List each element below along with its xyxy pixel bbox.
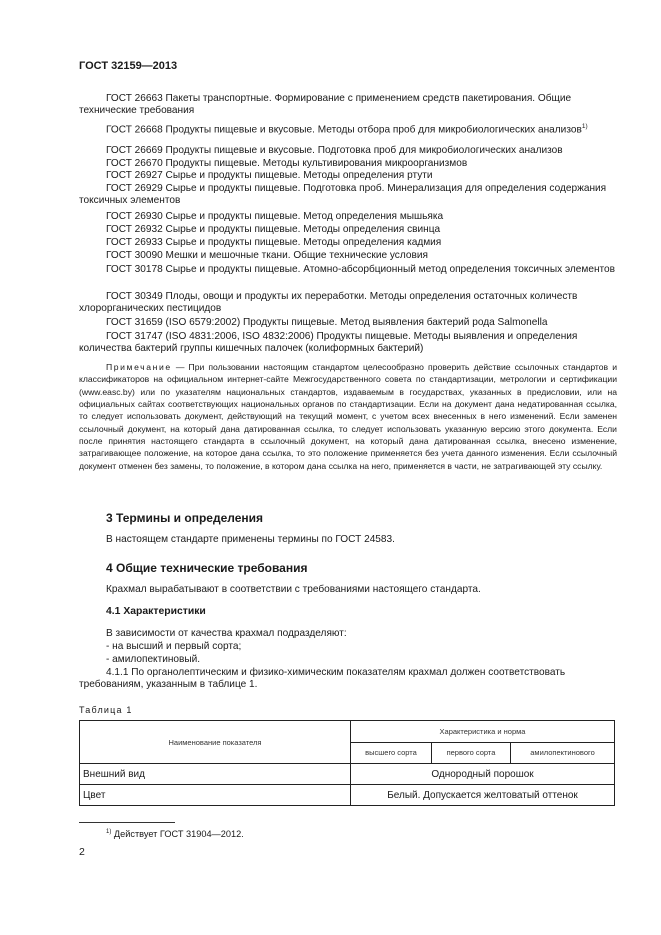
- document-code-header: ГОСТ 32159—2013: [79, 60, 178, 72]
- note-label: Примечание: [106, 362, 172, 372]
- row-appearance-name: Внешний вид: [80, 764, 351, 785]
- reference-gost-26668: [79, 121, 617, 136]
- reference-gost-26668-text: ГОСТ 26668 Продукты пищевые и вкусовые. Методы отбора проб для микробиологических анализов: [106, 124, 582, 136]
- row-color-name: Цвет: [80, 785, 351, 806]
- reference-gost-26670: ГОСТ 26670 Продукты пищевые. Методы культивирования микроорганизмов: [106, 158, 468, 169]
- reference-gost-30349: ГОСТ 30349 Плоды, овощи и продукты их переработки. Методы определения остаточных количеств хлорорганических пестицидов: [79, 291, 578, 314]
- reference-gost-30090: ГОСТ 30090 Мешки и мешочные ткани. Общие технические условия: [106, 250, 428, 261]
- reference-gost-26933: ГОСТ 26933 Сырье и продукты пищевые. Методы определения кадмия: [106, 237, 442, 248]
- header-first-grade: первого сорта: [432, 742, 511, 764]
- reference-gost-26663: ГОСТ 26663 Пакеты транспортные. Формирование с применением средств пакетирования. Общие технические требования: [79, 93, 572, 116]
- subsection-4-1-title: 4.1 Характеристики: [106, 606, 206, 617]
- header-indicator-name: Наименование показателя: [80, 721, 351, 764]
- reference-gost-26669: ГОСТ 26669 Продукты пищевые и вкусовые. Подготовка проб для микробиологических анализов: [106, 145, 563, 156]
- grade-intro: В зависимости от качества крахмал подразделяют:: [106, 628, 347, 639]
- section-4-text: Крахмал вырабатывают в соответствии с требованиями настоящего стандарта.: [106, 584, 481, 595]
- note-dash: —: [175, 362, 185, 372]
- footnote: [106, 829, 244, 839]
- table-header-row: [80, 721, 615, 743]
- row-appearance-value: Однородный порошок: [351, 764, 615, 785]
- reference-gost-31747: ГОСТ 31747 (ISO 4831:2006, ISO 4832:2006) Продукты пищевые. Методы выявления и определения количества бактерий группы кишечных палочек (колиформных бактерий): [79, 331, 578, 354]
- footnote-divider: [79, 822, 175, 823]
- footnote-mark: 1): [106, 829, 112, 835]
- reference-gost-31659: ГОСТ 31659 (ISO 6579:2002) Продукты пищевые. Метод выявления бактерий рода Salmonella: [106, 317, 548, 328]
- note-paragraph: [79, 361, 617, 472]
- reference-gost-26932: ГОСТ 26932 Сырье и продукты пищевые. Методы определения свинца: [106, 224, 441, 235]
- footnote-marker: 1): [581, 123, 588, 130]
- table-row: [80, 785, 615, 806]
- row-color-value: Белый. Допускается желтоватый оттенок: [351, 785, 615, 806]
- table-row: [80, 764, 615, 785]
- grade-item-2: - амилопектиновый.: [106, 654, 201, 665]
- page-number: 2: [79, 846, 85, 858]
- section-3-title: 3 Термины и определения: [106, 511, 264, 525]
- reference-gost-30178: ГОСТ 30178 Сырье и продукты пищевые. Атомно-абсорбционный метод определения токсичных элементов: [106, 264, 616, 275]
- section-3-text: В настоящем стандарте применены термины по ГОСТ 24583.: [106, 534, 395, 545]
- section-4-title: 4 Общие технические требования: [106, 561, 308, 575]
- grade-item-1: - на высший и первый сорта;: [106, 641, 242, 652]
- table-caption: Таблица 1: [79, 705, 133, 715]
- requirements-table: [79, 720, 615, 806]
- reference-gost-26930: ГОСТ 26930 Сырье и продукты пищевые. Метод определения мышьяка: [106, 211, 444, 222]
- reference-gost-26929: ГОСТ 26929 Сырье и продукты пищевые. Подготовка проб. Минерализация для определения содержания токсичных элементов: [79, 183, 607, 206]
- header-amylopectin: амилопектинового: [511, 742, 615, 764]
- footnote-text: Действует ГОСТ 31904—2012.: [113, 829, 244, 840]
- reference-gost-26927: ГОСТ 26927 Сырье и продукты пищевые. Методы определения ртути: [106, 170, 433, 181]
- header-premium-grade: высшего сорта: [351, 742, 432, 764]
- header-characteristic-group: Характеристика и норма: [351, 721, 615, 743]
- note-text: При пользовании настоящим стандартом целесообразно проверить действие ссылочных стандартов и классификаторов на официальном интернет-сайте Межгосударственного совета по стандартизации, метрологии и сертификации (www.easc.by) или по указателям национальных стандартов, издаваемым в государствах, указанных в предисловии, или на официальных сайтах соответствующих национальных органов по стандартизации. Если на документ дана недатированная ссылка, то следует использовать документ, действующий на текущий момент, с учетом всех внесенных в него изменений. Если заменен ссылочный документ, на который дана датированная ссылка, то следует использовать указанную версию этого документа. Если после принятия настоящего стандарта в ссылочный документ, на который дана датированная ссылка, внесено изменение, затрагивающее положение, на которое дана ссылка, то это положение применяется без учета данного изменения. Если ссылочный документ отменен без замены, то положение, в котором дана ссылка на него, применяется в части, не затрагивающей эту ссылку.: [79, 362, 618, 471]
- paragraph-4-1-1: 4.1.1 По органолептическим и физико-химическим показателям крахмал должен соответствовать требованиям, указанным в таблице 1.: [79, 667, 566, 690]
